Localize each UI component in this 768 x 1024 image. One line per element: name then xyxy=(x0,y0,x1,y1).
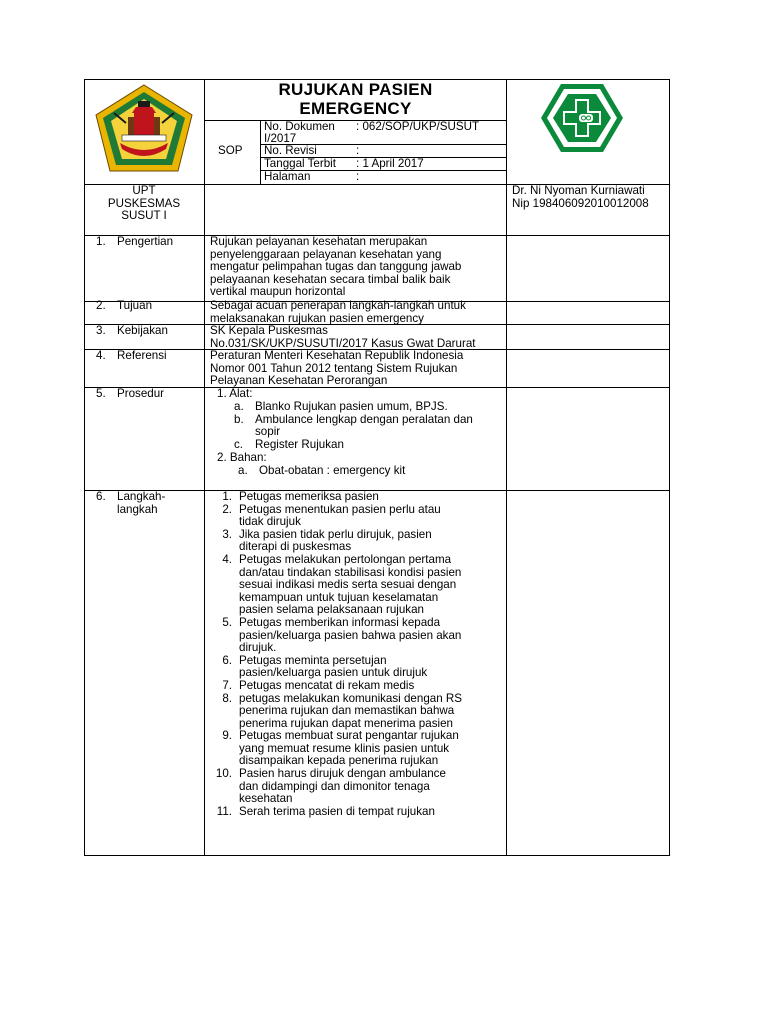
document-title xyxy=(204,80,507,118)
step-number: 4. xyxy=(222,552,232,566)
step-text-line: Serah terima pasien di tempat rujukan xyxy=(239,804,435,818)
row-tujuan-content xyxy=(210,300,466,325)
prosedur-alat-list xyxy=(234,401,473,451)
step-item xyxy=(214,655,504,680)
step-text-line: kemampuan untuk tujuan keselamatan xyxy=(239,590,439,604)
row-label-line: langkah xyxy=(117,502,158,516)
meta-value-cont: I/2017 xyxy=(264,132,297,145)
org-line: SUSUT I xyxy=(121,209,167,223)
puskesmas-logo xyxy=(539,81,625,155)
step-text-line: Petugas memberikan informasi kepada xyxy=(239,615,441,629)
text-line: penyelenggaraan pelayanan kesehatan yang xyxy=(210,247,442,261)
sop-divider xyxy=(260,120,261,184)
step-text-line: Jika pasien tidak perlu dirujuk, pasien xyxy=(239,527,432,541)
row-referensi-content xyxy=(210,350,463,388)
step-item xyxy=(214,491,504,504)
text-line: mengatur pelimpahan tugas dan tanggung jawab xyxy=(210,260,462,274)
row-pengertian-content xyxy=(210,236,461,299)
signatory-nip: Nip 198406092010012008 xyxy=(512,196,649,210)
prosedur-bahan-heading: 2. Bahan: xyxy=(217,451,267,464)
row-number: 1. xyxy=(96,235,106,248)
org-name xyxy=(84,185,204,223)
row-label xyxy=(117,491,165,516)
text-line: Blanko Rujukan pasien umum, BPJS. xyxy=(255,400,448,413)
row-number: 3. xyxy=(96,324,106,337)
step-number: 1. xyxy=(222,490,232,503)
list-marker: c. xyxy=(234,437,244,451)
step-text-line: penerima rujukan dan memastikan bahwa xyxy=(239,704,455,718)
row-kebijakan-content xyxy=(210,325,476,350)
sop-document xyxy=(84,79,670,856)
step-text-line: Petugas mencatat di rekam medis xyxy=(239,678,415,692)
text-line: SK Kepala Puskesmas xyxy=(210,324,328,337)
text-line: Sebagai acuan penerapan langkah-langkah untuk xyxy=(210,299,466,312)
step-text-line: tidak dirujuk xyxy=(239,515,301,529)
row-label: Prosedur xyxy=(117,387,165,400)
prosedur-bahan-list xyxy=(238,465,405,478)
step-item xyxy=(214,693,504,731)
step-number: 7. xyxy=(222,678,232,692)
text-line: Pelayanan Kesehatan Perorangan xyxy=(210,374,388,388)
text-line: Register Rujukan xyxy=(255,437,344,451)
meta-value: : 1 April 2017 xyxy=(356,157,424,170)
step-number: 9. xyxy=(222,729,232,743)
text-line: Rujukan pelayanan kesehatan merupakan xyxy=(210,235,428,248)
text-line: vertikal maupun horizontal xyxy=(210,285,346,299)
step-text-line: diterapi di puskesmas xyxy=(239,540,352,554)
row-number: 2. xyxy=(96,299,106,312)
step-text-line: Petugas menentukan pasien perlu atau xyxy=(239,502,441,516)
table-border-right xyxy=(669,79,670,856)
title-line-1: RUJUKAN PASIEN xyxy=(278,80,433,99)
step-text-line: penerima rujukan dapat menerima pasien xyxy=(239,716,453,730)
step-number: 5. xyxy=(222,615,232,629)
text-line: pelayaanan kesehatan secara timbal balik baik xyxy=(210,272,451,286)
langkah-steps-list xyxy=(214,491,504,818)
signatory xyxy=(512,185,649,210)
step-item xyxy=(214,504,504,529)
step-text-line: Petugas melakukan pertolongan pertama xyxy=(239,552,452,566)
table-divider-col1 xyxy=(204,79,205,856)
prosedur-alat-heading: 1. Alat: xyxy=(217,387,253,400)
meta-key: No. Revisi xyxy=(264,144,317,157)
step-text-line: Petugas meminta persetujan xyxy=(239,653,387,667)
step-text-line: pasien selama pelaksanaan rujukan xyxy=(239,603,424,617)
step-number: 2. xyxy=(222,502,232,516)
text-line: sopir xyxy=(255,425,281,439)
step-item xyxy=(214,529,504,554)
regency-emblem-logo xyxy=(92,83,196,177)
step-text-line: Petugas membuat surat pengantar rujukan xyxy=(239,729,459,743)
title-line-2: EMERGENCY xyxy=(299,99,412,118)
table-divider-col2 xyxy=(506,79,507,856)
step-number: 8. xyxy=(222,691,232,705)
step-text-line: disampaikan kepada penerima rujukan xyxy=(239,754,439,768)
step-text-line: sesuai indikasi medis serta sesuai dengan xyxy=(239,578,457,592)
step-text-line: yang memuat resume klinis pasien untuk xyxy=(239,741,450,755)
list-item xyxy=(234,401,473,414)
row-label-line: Langkah- xyxy=(117,490,166,503)
meta-value: : xyxy=(356,170,360,183)
row-label: Tujuan xyxy=(117,299,153,312)
row-number: 6. xyxy=(96,490,106,503)
meta-value: : xyxy=(356,144,360,157)
list-marker: a. xyxy=(238,464,248,477)
org-line: UPT xyxy=(132,184,156,197)
table-border-bottom xyxy=(84,855,670,856)
step-text-line: kesehatan xyxy=(239,792,293,806)
step-text-line: dan didampingi dan dimonitor tenaga xyxy=(239,779,430,793)
list-marker: a. xyxy=(234,400,244,413)
step-text-line: Petugas memeriksa pasien xyxy=(239,490,379,503)
text-line: Nomor 001 Tahun 2012 tentang Sistem Rujukan xyxy=(210,361,458,375)
step-number: 6. xyxy=(222,653,232,667)
row-label: Pengertian xyxy=(117,235,174,248)
step-text-line: dan/atau tindakan stabilisasi kondisi pasien xyxy=(239,565,462,579)
step-number: 11. xyxy=(216,804,232,818)
meta-key: No. Dokumen xyxy=(264,120,335,133)
signatory-name: Dr. Ni Nyoman Kurniawati xyxy=(512,184,645,197)
row-label: Kebijakan xyxy=(117,324,168,337)
step-text-line: petugas melakukan komunikasi dengan RS xyxy=(239,691,462,705)
step-text-line: pasien/keluarga pasien bahwa pasien akan xyxy=(239,628,462,642)
meta-key: Tanggal Terbit xyxy=(264,157,336,170)
step-item xyxy=(214,768,504,806)
org-line: PUSKESMAS xyxy=(107,196,181,210)
step-text-line: dirujuk. xyxy=(239,641,277,655)
sop-label: SOP xyxy=(218,144,243,157)
list-item xyxy=(234,439,473,452)
text-line: Peraturan Menteri Kesehatan Republik Indonesia xyxy=(210,349,464,362)
list-item xyxy=(238,465,405,478)
text-line: No.031/SK/UKP/SUSUTI/2017 Kasus Gwat Darurat xyxy=(210,336,476,350)
row-number: 5. xyxy=(96,387,106,400)
step-item xyxy=(214,554,504,617)
meta-key: Halaman xyxy=(264,170,311,183)
step-text-line: Pasien harus dirujuk dengan ambulance xyxy=(239,767,446,781)
meta-value: : 062/SOP/UKP/SUSUT xyxy=(356,120,480,133)
step-number: 10. xyxy=(215,767,232,781)
list-marker: b. xyxy=(234,412,244,426)
step-item xyxy=(214,617,504,655)
step-number: 3. xyxy=(222,527,232,541)
row-label: Referensi xyxy=(117,349,167,362)
text-line: melaksanakan rujukan pasien emergency xyxy=(210,311,424,325)
list-item xyxy=(234,414,473,439)
step-text-line: pasien/keluarga pasien untuk dirujuk xyxy=(239,666,428,680)
step-item xyxy=(214,730,504,768)
text-line: Obat-obatan : emergency kit xyxy=(259,464,406,477)
step-item xyxy=(214,806,504,819)
text-line: Ambulance lengkap dengan peralatan dan xyxy=(255,412,473,426)
row-number: 4. xyxy=(96,349,106,362)
step-item xyxy=(214,680,504,693)
